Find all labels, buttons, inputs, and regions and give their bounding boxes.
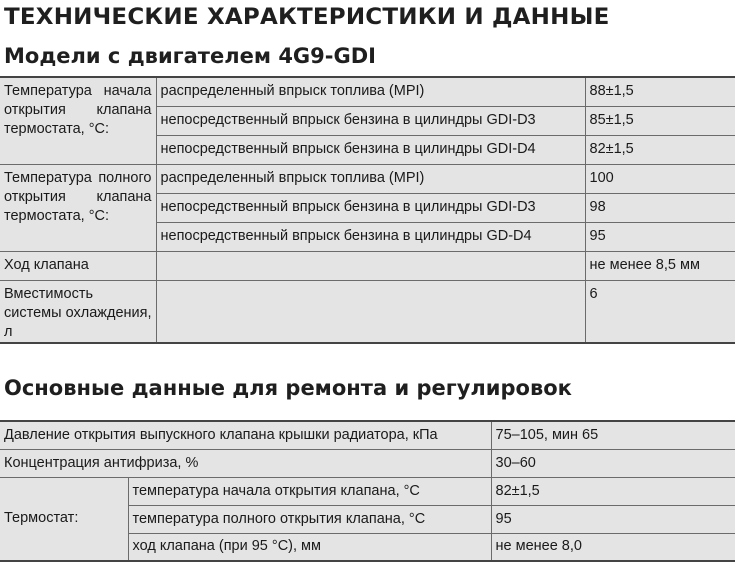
param-radiator-cap: Давление открытия выпускного клапана крышки радиатора, кПа <box>0 421 491 449</box>
engine-type-cell: непосредственный впрыск бензина в цилиндры GDI-D3 <box>156 193 585 222</box>
spec-table-engine <box>0 76 735 344</box>
value-cell: 95 <box>585 222 735 251</box>
value-cell: 30–60 <box>491 449 735 477</box>
value-cell: 100 <box>585 164 735 193</box>
engine-type-cell: непосредственный впрыск бензина в цилиндры GDI-D3 <box>156 106 585 135</box>
param-open-start: Температура начала открытия клапана термостата, °С: <box>0 77 156 164</box>
engine-type-cell <box>156 251 585 280</box>
param-capacity: Вместимость системы охлаждения, л <box>0 280 156 343</box>
table-row <box>0 164 735 193</box>
value-cell: не менее 8,0 <box>491 533 735 561</box>
table-row <box>0 477 735 505</box>
thermostat-param-cell: температура начала открытия клапана, °С <box>128 477 491 505</box>
table-row <box>0 280 735 343</box>
thermostat-param-cell: ход клапана (при 95 °С), мм <box>128 533 491 561</box>
engine-type-cell: распределенный впрыск топлива (MPI) <box>156 164 585 193</box>
section-title-models: Модели с двигателем 4G9-GDI <box>4 44 376 68</box>
spec-table-repair <box>0 420 735 562</box>
table-row <box>0 449 735 477</box>
value-cell: 85±1,5 <box>585 106 735 135</box>
engine-type-cell <box>156 280 585 343</box>
param-valve-stroke: Ход клапана <box>0 251 156 280</box>
engine-type-cell: распределенный впрыск топлива (MPI) <box>156 77 585 106</box>
value-cell: 88±1,5 <box>585 77 735 106</box>
table-row <box>0 421 735 449</box>
param-open-full: Температура полного открытия клапана термостата, °С: <box>0 164 156 251</box>
table-row <box>0 77 735 106</box>
engine-type-cell: непосредственный впрыск бензина в цилиндры GD-D4 <box>156 222 585 251</box>
value-cell: 82±1,5 <box>491 477 735 505</box>
engine-type-cell: непосредственный впрыск бензина в цилиндры GDI-D4 <box>156 135 585 164</box>
value-cell: 98 <box>585 193 735 222</box>
section-title-repair: Основные данные для ремонта и регулировок <box>4 376 572 400</box>
value-cell: 82±1,5 <box>585 135 735 164</box>
thermostat-param-cell: температура полного открытия клапана, °С <box>128 505 491 533</box>
table-row <box>0 251 735 280</box>
param-antifreeze: Концентрация антифриза, % <box>0 449 491 477</box>
value-cell: не менее 8,5 мм <box>585 251 735 280</box>
value-cell: 95 <box>491 505 735 533</box>
param-thermostat: Термостат: <box>0 477 128 561</box>
value-cell: 6 <box>585 280 735 343</box>
value-cell: 75–105, мин 65 <box>491 421 735 449</box>
page-title: ТЕХНИЧЕСКИЕ ХАРАКТЕРИСТИКИ И ДАННЫЕ <box>4 4 610 30</box>
